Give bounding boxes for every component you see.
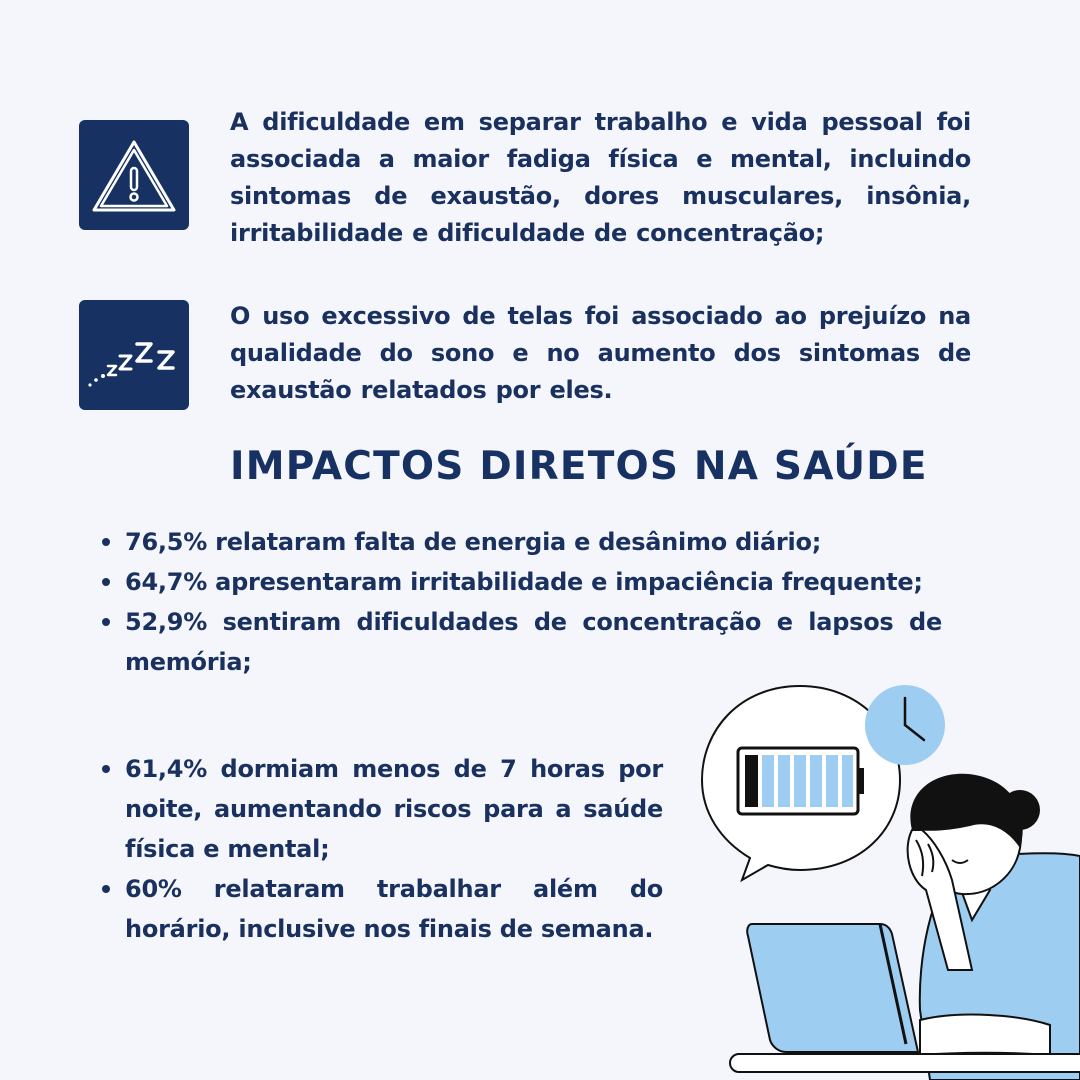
warning-paragraph: A dificuldade em separar trabalho e vida pessoal foi associada a maior fadiga física e mental, incluindo sintomas de exaustão, dores musculares, insônia, irritabilidade e dificuldade de concentração; bbox=[230, 108, 971, 247]
warning-icon-box bbox=[79, 120, 189, 230]
screens-paragraph: O uso excessivo de telas foi associado ao prejuízo na qualidade do sono e no aumento dos sintomas de exaustão relatados por eles. bbox=[230, 302, 971, 404]
sleep-icon-box bbox=[79, 300, 189, 410]
warning-icon bbox=[79, 120, 189, 230]
desk bbox=[730, 1054, 1080, 1072]
sleep-zzz-icon bbox=[79, 300, 189, 410]
laptop-icon bbox=[747, 924, 918, 1052]
list-item: 61,4% dormiam menos de 7 horas por noite, aumentando riscos para a saúde física e mental; bbox=[80, 749, 663, 869]
section-heading: IMPACTOS DIRETOS NA SAÚDE bbox=[230, 444, 928, 489]
bullet-list-bottom bbox=[80, 749, 663, 949]
list-item: 60% relataram trabalhar além do horário, inclusive nos finais de semana. bbox=[80, 869, 663, 949]
woman-figure bbox=[908, 774, 1080, 1080]
list-item: 52,9% sentiram dificuldades de concentração e lapsos de memória; bbox=[80, 602, 942, 682]
bullet-list-top bbox=[80, 522, 942, 682]
tired-woman-laptop-illustration bbox=[690, 680, 1080, 1080]
list-item: 64,7% apresentaram irritabilidade e impaciência frequente; bbox=[80, 562, 942, 602]
battery-icon bbox=[738, 748, 864, 814]
clock-icon bbox=[865, 685, 945, 765]
list-item: 76,5% relataram falta de energia e desânimo diário; bbox=[80, 522, 942, 562]
